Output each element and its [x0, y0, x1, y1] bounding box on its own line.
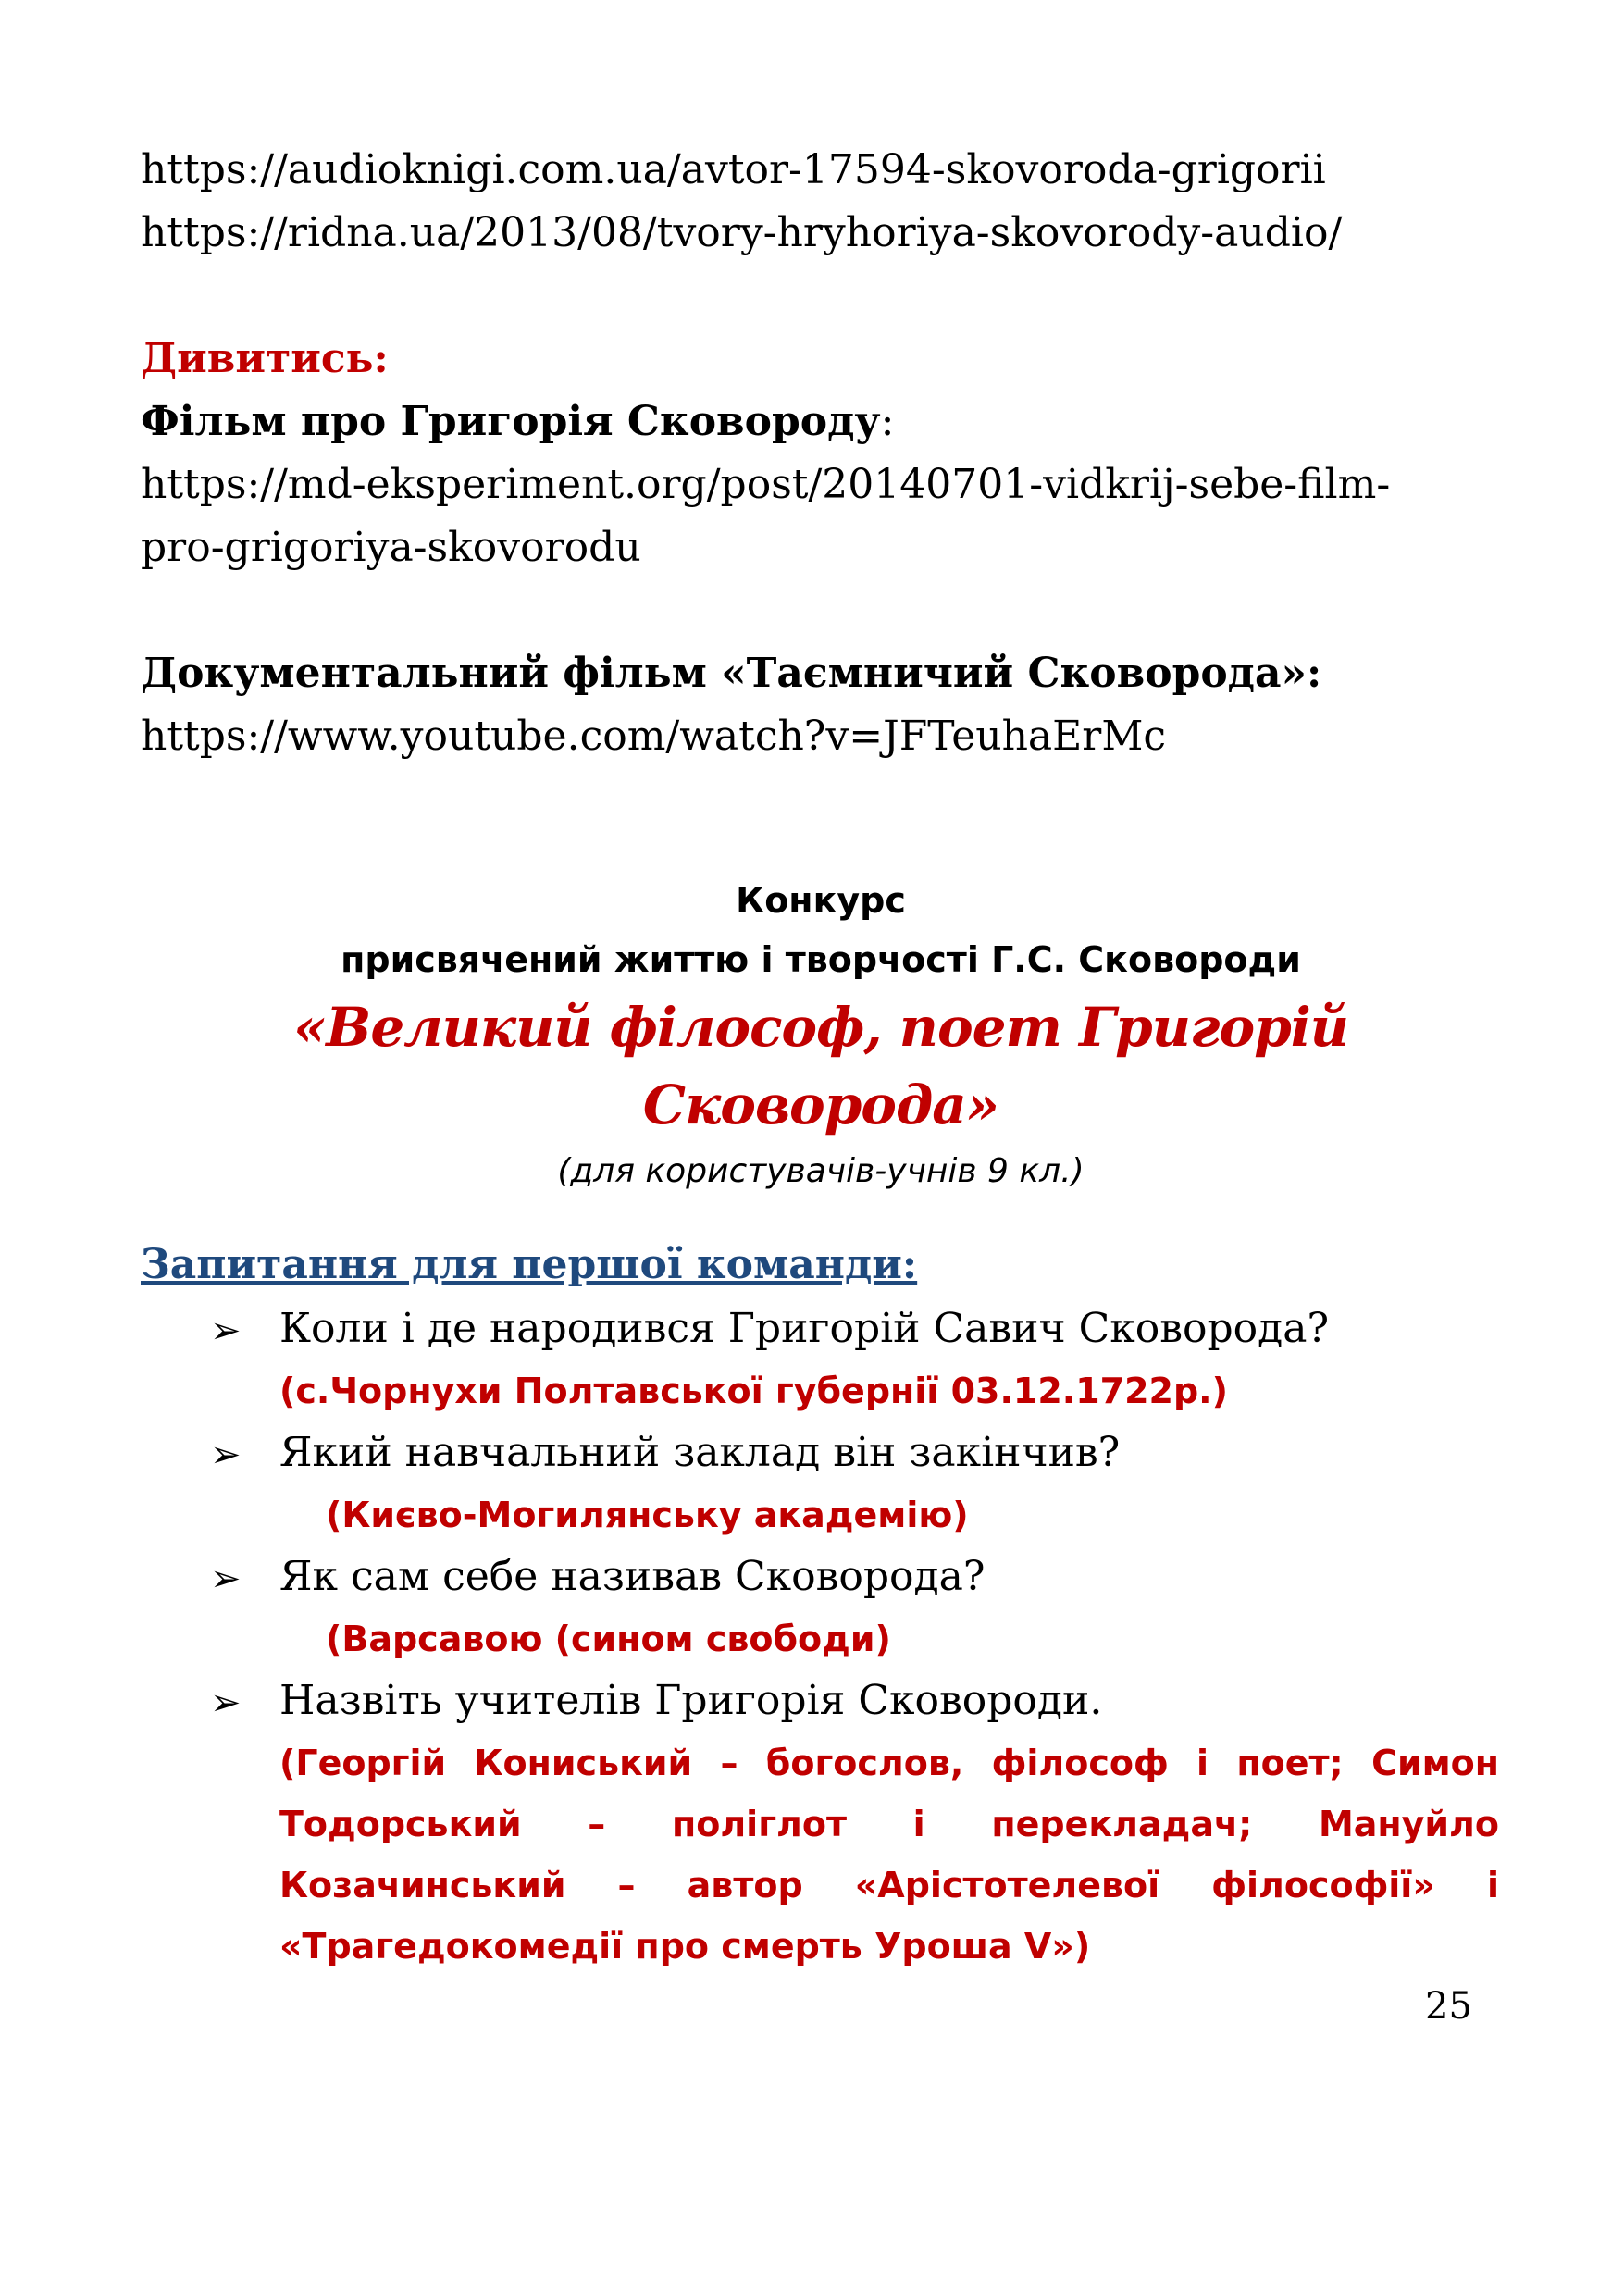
arrow-bullet-icon: ➢: [210, 1433, 242, 1476]
answer-text: (с.Чорнухи Полтавської губернії 03.12.1722р.): [279, 1371, 1228, 1411]
arrow-bullet-icon: ➢: [210, 1682, 242, 1724]
list-item: [141, 1545, 1501, 1669]
question-list: [141, 1297, 1501, 1977]
audio-link-1[interactable]: https://audioknigi.com.ua/avtor-17594-skovoroda-grigorii: [141, 146, 1326, 193]
team1-heading: Запитання для першої команди:: [141, 1241, 918, 1288]
film1-colon: :: [880, 398, 895, 445]
contest-label: Конкурс: [736, 880, 906, 921]
spacer: [141, 579, 1501, 642]
watch-heading: Дивитись:: [141, 335, 389, 382]
question-text: Як сам себе називав Сковорода?: [279, 1553, 986, 1600]
answer-text: (Києво-Могилянську академію): [326, 1495, 969, 1535]
question-text: Назвіть учителів Григорія Сковороди.: [279, 1677, 1103, 1724]
spacer: [141, 265, 1501, 328]
spacer: [141, 1199, 1501, 1233]
contest-header: [141, 870, 1501, 1199]
page-number: 25: [1425, 1985, 1472, 2028]
audio-link-2[interactable]: https://ridna.ua/2013/08/tvory-hryhoriya-skovorody-audio/: [141, 209, 1343, 256]
list-item: [141, 1669, 1501, 1977]
film2-title: Документальний фільм «Таємничий Сковорода»:: [141, 650, 1322, 697]
list-item: [141, 1421, 1501, 1545]
answer-text: (Варсавою (сином свободи): [326, 1619, 891, 1659]
film1-title: Фільм про Григорія Сковороду: [141, 398, 881, 445]
arrow-bullet-icon: ➢: [210, 1558, 242, 1600]
film1-title-line: [141, 391, 1501, 453]
spacer: [141, 768, 1501, 870]
arrow-bullet-icon: ➢: [210, 1309, 242, 1352]
document-page: [141, 139, 1501, 1977]
question-text: Коли і де народився Григорій Савич Сковорода?: [279, 1305, 1330, 1352]
film2-link[interactable]: https://www.youtube.com/watch?v=JFTeuhaErMc: [141, 713, 1167, 760]
contest-subtitle: присвячений життю і творчості Г.С. Сковороди: [341, 939, 1301, 980]
question-text: Який навчальний заклад він закінчив?: [279, 1429, 1121, 1476]
list-item: [141, 1297, 1501, 1421]
contest-note: (для користувачів-учнів 9 кл.): [557, 1152, 1085, 1190]
film1-link[interactable]: https://md-eksperiment.org/post/20140701-vidkrij-sebe-film-pro-grigoriya-skovorodu: [141, 461, 1391, 571]
contest-title: «Великий філософ, поет Григорій Сковорода»: [293, 996, 1348, 1136]
answer-text: (Георгій Кониський – богослов, філософ і поет; Симон Тодорський – поліглот і перекладач; Мануйло Козачинський – автор «Арістотелевої філософії» і «Трагедокомедії про смерть Уроша V»): [279, 1743, 1499, 1967]
